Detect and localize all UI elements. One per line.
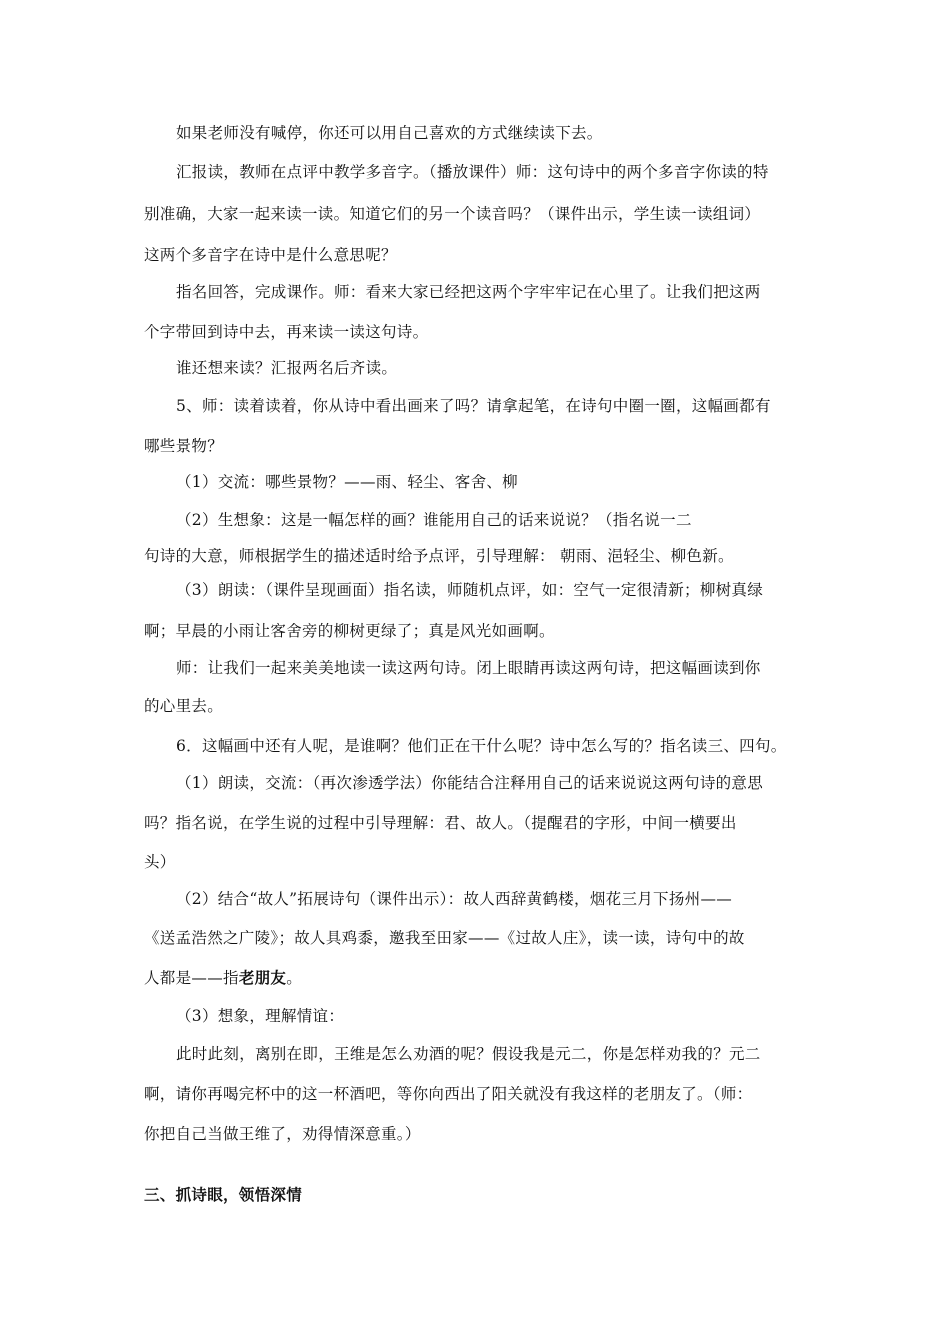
- paragraph-line: 别准确，大家一起来读一读。知道它们的另一个读音吗？（课件出示，学生读一读组词）: [144, 205, 761, 223]
- paragraph-line: 如果老师没有喊停，你还可以用自己喜欢的方式继续读下去。: [176, 124, 603, 142]
- paragraph-line: 句诗的大意，师根据学生的描述适时给予点评，引导理解： 朝雨、浥轻尘、柳色新。: [144, 547, 734, 565]
- paragraph-line: 师：让我们一起来美美地读一读这两句诗。闭上眼睛再读这两句诗，把这幅画读到你: [176, 659, 761, 677]
- paragraph-line: （2）生想象：这是一幅怎样的画？谁能用自己的话来说说？（指名说一二: [176, 511, 692, 529]
- paragraph-line: 汇报读，教师在点评中教学多音字。（播放课件）师：这句诗中的两个多音字你读的特: [176, 163, 769, 181]
- paragraph-line: 此时此刻，离别在即，王维是怎么劝酒的呢？假设我是元二，你是怎样劝我的？元二: [176, 1045, 761, 1063]
- paragraph-line: 《送孟浩然之广陵》；故人具鸡黍，邀我至田家——《过故人庄》，读一读，诗句中的故: [144, 929, 745, 947]
- paragraph-line: （1）交流：哪些景物？——雨、轻尘、客舍、柳: [176, 473, 518, 491]
- paragraph-line: 哪些景物？: [144, 437, 224, 455]
- paragraph-line: 个字带回到诗中去，再来读一读这句诗。: [144, 323, 429, 341]
- paragraph-line: 吗？指名说，在学生说的过程中引导理解：君、故人。（提醒君的字形，中间一横要出: [144, 814, 737, 832]
- paragraph-text: 人都是——指: [144, 969, 239, 987]
- paragraph-line: 的心里去。: [144, 697, 224, 715]
- paragraph-line: 指名回答，完成课作。师：看来大家已经把这两个字牢牢记在心里了。让我们把这两: [176, 283, 761, 301]
- paragraph-line: 这两个多音字在诗中是什么意思呢？: [144, 246, 397, 264]
- paragraph-line: 谁还想来读？汇报两名后齐读。: [176, 359, 398, 377]
- paragraph-line: （3）朗读：（课件呈现画面）指名读，师随机点评，如：空气一定很清新；柳树真绿: [176, 581, 764, 599]
- paragraph-line: 啊，请你再喝完杯中的这一杯酒吧，等你向西出了阳关就没有我这样的老朋友了。（师：: [144, 1085, 753, 1103]
- section-heading: 三、抓诗眼，领悟深情: [144, 1185, 303, 1204]
- paragraph-line: （2）结合“故人”拓展诗句（课件出示）：故人西辞黄鹤楼，烟花三月下扬州——: [176, 890, 733, 908]
- paragraph-punctuation: 。: [286, 969, 303, 987]
- paragraph-line: 5、师：读着读着，你从诗中看出画来了吗？请拿起笔，在诗句中圈一圈，这幅画都有: [176, 397, 771, 415]
- paragraph-line: （1）朗读，交流：（再次渗透学法）你能结合注释用自己的话来说说这两句诗的意思: [176, 774, 764, 792]
- paragraph-line: （3）想象，理解情谊：: [176, 1007, 345, 1025]
- paragraph-line: 头）: [144, 853, 176, 871]
- bold-phrase: 老朋友: [238, 968, 287, 987]
- paragraph-line: 6．这幅画中还有人呢，是谁啊？他们正在干什么呢？诗中怎么写的？指名读三、四句。: [176, 737, 787, 755]
- paragraph-line: 你把自己当做王维了，劝得情深意重。）: [144, 1125, 421, 1143]
- paragraph-line: 啊；早晨的小雨让客舍旁的柳树更绿了；真是风光如画啊。: [144, 622, 555, 640]
- paragraph-line-with-bold: [144, 968, 302, 988]
